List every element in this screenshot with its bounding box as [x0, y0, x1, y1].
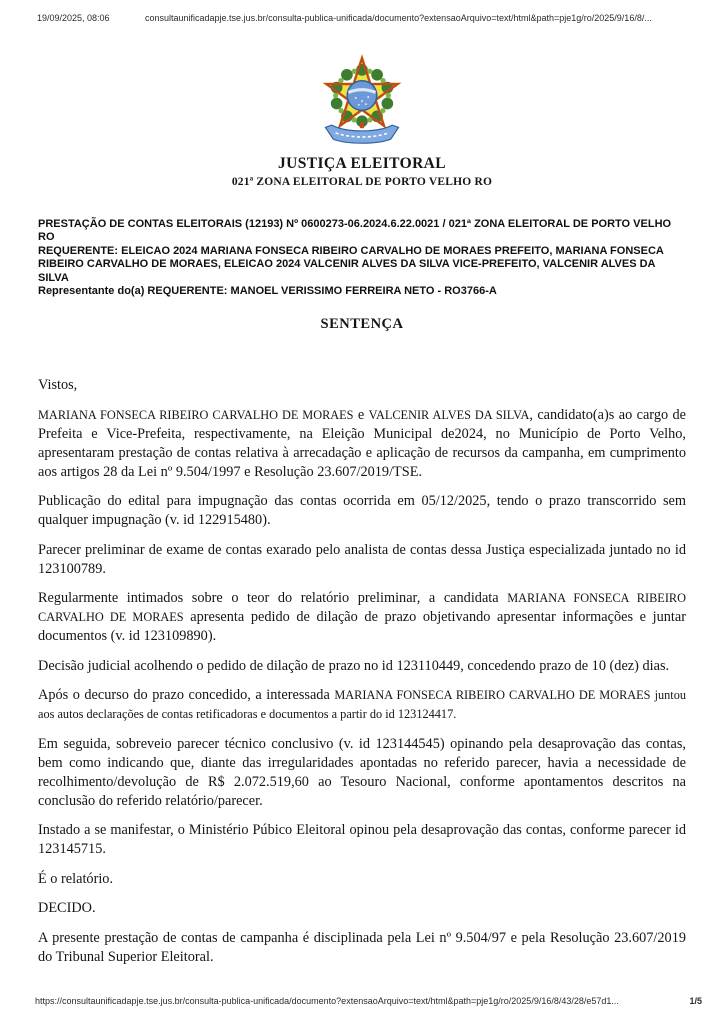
paragraph-text: Parecer preliminar de exame de contas exarado pelo analista de contas dessa Justiça especializada juntado no id 123100789.: [38, 541, 686, 577]
paragraph-text: , candidato(a)s ao cargo de Prefeita e Vice-Prefeita, respectivamente, na Eleição Municipal de2024, no Município de Porto Velho, apresentaram prestação de contas relativa à arrecadação e aplicação de recursos da campanha, em cumprimento aos artigos 28 da Lei nº 9.504/1997 e Resolução 23.607/2019/TSE.: [38, 406, 687, 480]
print-footer-page-indicator: 1/5: [689, 996, 702, 1006]
paragraph: [38, 406, 686, 482]
paragraph-text: Regularmente intimados sobre o teor do relatório preliminar, a candidata: [38, 590, 508, 607]
case-header-line: REQUERENTE: ELEICAO 2024 MARIANA FONSECA RIBEIRO CARVALHO DE MORAES PREFEITO, MARIANA FONSECA RIBEIRO CARVALHO DE MORAES, ELEICAO 2024 VALCENIR ALVES DA SILVA VICE-PREFEITO, VALCENIR ALVES DA SILVA: [38, 244, 664, 284]
paragraph-text: DECIDO.: [38, 900, 96, 917]
case-header-line: PRESTAÇÃO DE CONTAS ELEITORAIS (12193) Nº 0600273-06.2024.6.22.0021 / 021ª ZONA ELEITORAL DE PORTO VELHO RO: [38, 218, 672, 244]
section-title: SENTENÇA: [320, 316, 404, 333]
party-name: VALCENIR ALVES DA SILVA: [368, 407, 530, 422]
paragraph: [38, 541, 686, 579]
paragraph-text: Instado a se manifestar, o Ministério Púbico Eleitoral opinou pela desaprovação das contas, conforme parecer id 123145715.: [38, 822, 686, 858]
paragraph-text: Em seguida, sobreveio parecer técnico conclusivo (v. id 123144545) opinando pela desaprovação das contas, bem como indicando que, diante das irregularidades apontadas no referido parecer, havia a necessidade de recolhimento/devolução de R$ 2.072.519,60 ao Tesouro Nacional, conforme apontamentos descritos na conclusão do referido relatório/parecer.: [38, 735, 686, 809]
org-subtitle: 021ª ZONA ELEITORAL DE PORTO VELHO RO: [231, 176, 493, 188]
party-name: MARIANA FONSECA RIBEIRO CARVALHO DE MORAES: [38, 591, 686, 625]
paragraph: [38, 589, 686, 646]
paragraph-text: É o relatório.: [38, 870, 114, 887]
paragraph-text: Após o decurso do prazo concedido, a interessada: [38, 687, 335, 704]
paragraph: [38, 735, 686, 811]
case-header-line: Representante do(a) REQUERENTE: MANOEL VERISSIMO FERREIRA NETO - RO3766-A: [38, 285, 497, 298]
paragraph: [38, 657, 686, 676]
paragraph-text: Vistos,: [38, 377, 78, 394]
paragraph-text: e: [353, 406, 369, 423]
paragraph-text: A presente prestação de contas de campanha é disciplinada pela Lei nº 9.504/97 e pela Resolução 23.607/2019 do Tribunal Superior Eleitoral.: [38, 929, 686, 965]
print-header: [0, 13, 723, 25]
paragraph-text: apresenta pedido de dilação de prazo objetivando apresentar informações e juntar documentos (v. id 123109890).: [38, 609, 686, 645]
print-footer-url: https://consultaunificadapje.tse.jus.br/consulta-publica-unificada/documento?extensaoArquivo=text/html&path=pje1g/ro/2025/9/16/8/43/28/e57d1...: [35, 996, 619, 1006]
paragraph: [38, 899, 686, 918]
party-name: MARIANA FONSECA RIBEIRO CARVALHO DE MORAES: [334, 688, 651, 703]
document-body: [38, 376, 686, 967]
paragraph: [38, 492, 686, 530]
print-footer: [35, 996, 702, 1008]
party-name: MARIANA FONSECA RIBEIRO CARVALHO DE MORAES: [38, 407, 354, 422]
crest-container: [38, 52, 686, 150]
paragraph: [38, 929, 686, 967]
print-header-url: consultaunificadapje.tse.jus.br/consulta-publica-unificada/documento?extensaoArquivo=text/html&path=pje1g/ro/2025/9/16/8/...: [145, 13, 652, 23]
paragraph-text: juntou aos autos declarações de contas retificadoras e documentos a partir do id 123124417.: [38, 688, 686, 722]
paragraph-text: Decisão judicial acolhendo o pedido de dilação de prazo no id 123110449, concedendo prazo de 10 (dez) dias.: [38, 657, 670, 674]
paragraph: [38, 686, 686, 724]
paragraph: [38, 870, 686, 889]
org-title: JUSTIÇA ELEITORAL: [277, 155, 447, 172]
paragraph: [38, 376, 686, 395]
case-header: [38, 218, 686, 298]
brazil-coat-of-arms-icon: [314, 52, 410, 150]
document-content: [38, 52, 686, 977]
print-header-datetime: 19/09/2025, 08:06: [37, 13, 110, 23]
paragraph: [38, 821, 686, 859]
paragraph-text: Publicação do edital para impugnação das contas ocorrida em 05/12/2025, tendo o prazo transcorrido sem qualquer impugnação (v. id 122915480).: [38, 493, 686, 529]
